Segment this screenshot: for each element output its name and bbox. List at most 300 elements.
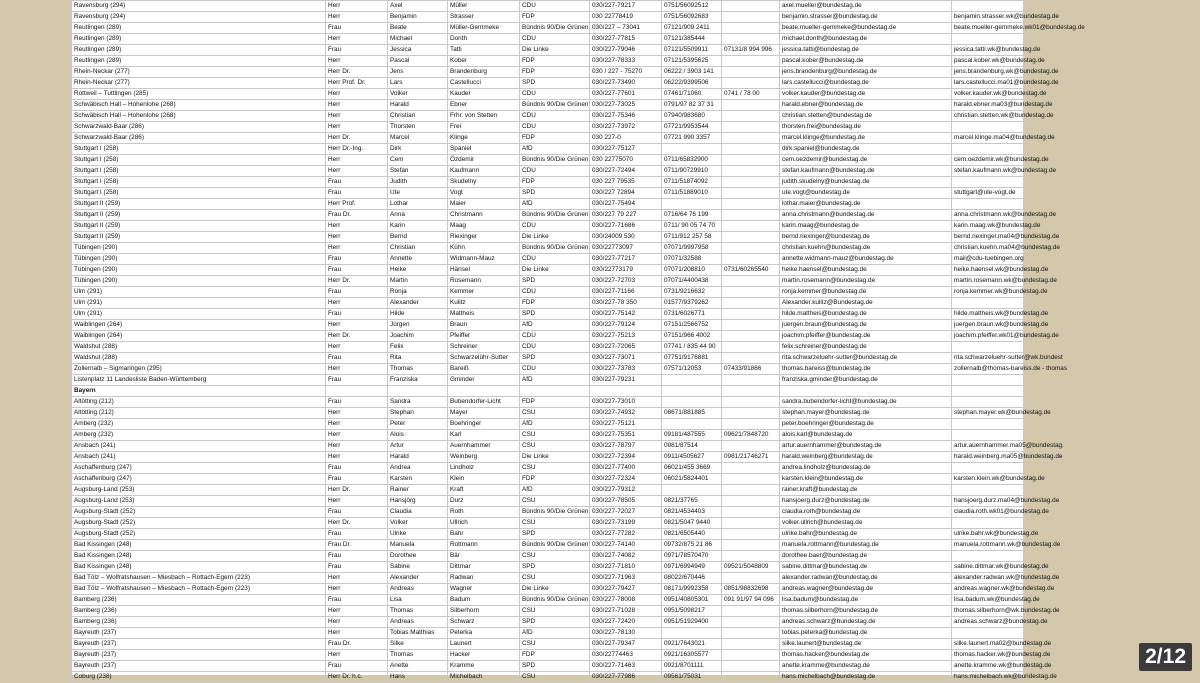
cell-email-wk: pascal.kober.wk@bundestag.de [952, 56, 1024, 67]
cell-last-name: Maier [448, 199, 520, 210]
cell-constituency: Ravensburg (294) [72, 12, 326, 23]
cell-last-name: Schreiner [448, 342, 520, 353]
table-row [72, 122, 1024, 133]
cell-email: sandra.bubendorfer-licht@bundestag.de [780, 397, 952, 408]
cell-email-wk: harald.ebner.ma03@bundestag.de [952, 100, 1024, 111]
cell-phone-alt [722, 23, 780, 34]
cell-party: CSU [520, 463, 590, 474]
cell-last-name [448, 386, 520, 397]
cell-email-wk: mail@cdu-tuebingen.org [952, 254, 1024, 265]
cell-constituency: Bad Kissingen (248) [72, 562, 326, 573]
cell-first-name: Thorsten [388, 122, 448, 133]
cell-phone-berlin: 030/227-77986 [590, 672, 662, 683]
cell-phone-alt: 0731/60265540 [722, 265, 780, 276]
cell-phone-berlin: 030/227-78008 [590, 595, 662, 606]
table-row [72, 419, 1024, 430]
cell-email: dorothee.baer@bundestag.de [780, 551, 952, 562]
cell-phone-berlin: 030/227-78505 [590, 496, 662, 507]
cell-party: CDU [520, 111, 590, 122]
cell-constituency: Schwarzwald-Baar (286) [72, 122, 326, 133]
cell-first-name: Jürgen [388, 320, 448, 331]
cell-first-name: Hansjörg [388, 496, 448, 507]
cell-last-name: Maag [448, 221, 520, 232]
cell-email-wk: hans.michelbach.wk@bundestag.de [952, 672, 1024, 683]
cell-phone-local: 0951/40805301 [662, 595, 722, 606]
cell-email-wk: karin.maag.wk@bundestag.de [952, 221, 1024, 232]
cell-email-wk: lars.castellucci.ma01@bundestag.de [952, 78, 1024, 89]
cell-phone-local: 0791/97 82 37 31 [662, 100, 722, 111]
cell-party: CSU [520, 551, 590, 562]
cell-first-name: Beate [388, 23, 448, 34]
cell-phone-berlin: 030/227 – 73041 [590, 23, 662, 34]
cell-salutation: Herr [326, 430, 388, 441]
cell-first-name: Volker [388, 518, 448, 529]
cell-party: CDU [520, 89, 590, 100]
cell-phone-berlin: 030/227-71166 [590, 287, 662, 298]
cell-party: CDU [520, 166, 590, 177]
cell-phone-alt [722, 177, 780, 188]
cell-phone-alt: 09621/7848720 [722, 430, 780, 441]
cell-email-wk: hansjoerg.durz.ma04@bundestag.de [952, 496, 1024, 507]
cell-first-name: Stephan [388, 408, 448, 419]
cell-salutation: Frau [326, 507, 388, 518]
table-row [72, 287, 1024, 298]
cell-first-name: Thomas [388, 364, 448, 375]
cell-email-wk: joachim.pfeiffer.wk01@bundestag.de [952, 331, 1024, 342]
cell-constituency: Rhein-Neckar (277) [72, 67, 326, 78]
cell-phone-berlin: 030/227-73010 [590, 397, 662, 408]
cell-party: CDU [520, 364, 590, 375]
cell-phone-local: 0711/90729910 [662, 166, 722, 177]
cell-phone-local: 0711/912 257 58 [662, 232, 722, 243]
table-row [72, 661, 1024, 672]
cell-first-name: Marcel [388, 133, 448, 144]
cell-phone-berlin: 030/227-75121 [590, 419, 662, 430]
cell-phone-local: 07071/4400438 [662, 276, 722, 287]
table-row [72, 540, 1024, 551]
cell-phone-berlin: 030/227-77815 [590, 34, 662, 45]
cell-phone-alt [722, 386, 780, 397]
cell-constituency: Reutlingen (289) [72, 34, 326, 45]
cell-email: beate.mueller-gemmeke@bundestag.de [780, 23, 952, 34]
cell-last-name: Castellucci [448, 78, 520, 89]
cell-phone-local: 0821/37765 [662, 496, 722, 507]
cell-party: CSU [520, 430, 590, 441]
cell-email: jens.brandenburg@bundestag.de [780, 67, 952, 78]
cell-phone-alt [722, 573, 780, 584]
cell-phone-local: 0821/6505440 [662, 529, 722, 540]
cell-phone-alt: 091 91/97 94 096 [722, 595, 780, 606]
cell-phone-berlin: 030/227-73199 [590, 518, 662, 529]
cell-email-wk: jens.brandenburg.wk@bundestag.de [952, 67, 1024, 78]
cell-phone-berlin: 030/227-73490 [590, 78, 662, 89]
cell-salutation: Herr Dr. [326, 331, 388, 342]
cell-constituency: Zollernalb – Sigmaringen (295) [72, 364, 326, 375]
cell-email: lars.castellucci@bundestag.de [780, 78, 952, 89]
spreadsheet-page [71, 0, 1085, 680]
cell-phone-local: 07071/32588 [662, 254, 722, 265]
cell-email: hilde.mattheis@bundestag.de [780, 309, 952, 320]
cell-email: hans.michelbach@bundestag.de [780, 672, 952, 683]
cell-phone-local: 0821/5047 9440 [662, 518, 722, 529]
cell-salutation: Herr [326, 452, 388, 463]
cell-phone-alt [722, 540, 780, 551]
table-row [72, 342, 1024, 353]
cell-party: SPD [520, 188, 590, 199]
cell-phone-berlin: 030/227-78333 [590, 56, 662, 67]
cell-email-wk [952, 342, 1024, 353]
cell-phone-alt [722, 199, 780, 210]
cell-salutation: Frau Dr. [326, 540, 388, 551]
cell-email-wk [952, 375, 1024, 386]
cell-phone-local: 06021/455 3669 [662, 463, 722, 474]
cell-salutation: Herr Prof. Dr. [326, 78, 388, 89]
cell-email-wk: heike.haensel.wk@bundestag.de [952, 265, 1024, 276]
cell-salutation: Herr [326, 584, 388, 595]
cell-salutation: Herr Dr. h.c. [326, 672, 388, 683]
cell-last-name: Bär [448, 551, 520, 562]
cell-phone-berlin: 030/227-74932 [590, 408, 662, 419]
cell-party: AfD [520, 320, 590, 331]
table-row [72, 562, 1024, 573]
cell-salutation: Herr [326, 342, 388, 353]
cell-last-name: Launert [448, 639, 520, 650]
cell-first-name: Axel [388, 1, 448, 12]
cell-phone-local: 0711/ 90 05 74 70 [662, 221, 722, 232]
cell-constituency: Schwäbisch Hall – Hohenlohe (268) [72, 111, 326, 122]
cell-last-name: Braun [448, 320, 520, 331]
cell-phone-berlin: 030/227-75142 [590, 309, 662, 320]
cell-first-name: Rainer [388, 485, 448, 496]
cell-phone-local: 06021/5824401 [662, 474, 722, 485]
cell-phone-local [662, 144, 722, 155]
cell-salutation: Herr [326, 617, 388, 628]
cell-phone-alt [722, 144, 780, 155]
cell-phone-alt: 07433/91866 [722, 364, 780, 375]
cell-email-wk: hilde.mattheis.wk@bundestag.de [952, 309, 1024, 320]
cell-first-name: Alexander [388, 298, 448, 309]
cell-constituency: Ulm (291) [72, 298, 326, 309]
cell-phone-alt [722, 463, 780, 474]
cell-phone-local [662, 419, 722, 430]
cell-last-name: Radwan [448, 573, 520, 584]
cell-party: CSU [520, 496, 590, 507]
cell-constituency: Waldshut (288) [72, 342, 326, 353]
cell-salutation: Herr [326, 573, 388, 584]
cell-email: sabine.dittmar@bundestag.de [780, 562, 952, 573]
cell-phone-local: 07121/385444 [662, 34, 722, 45]
cell-email-wk [952, 518, 1024, 529]
cell-last-name: Ebner [448, 100, 520, 111]
cell-phone-local: 0911/4505627 [662, 452, 722, 463]
cell-constituency: Bayreuth (237) [72, 628, 326, 639]
cell-party: FDP [520, 650, 590, 661]
cell-constituency: Aschaffenburg (247) [72, 463, 326, 474]
cell-salutation: Herr [326, 441, 388, 452]
cell-email-wk: stefan.kaufmann.wk@bundestag.de [952, 166, 1024, 177]
cell-email-wk: rita.schwarzeluehr-sutter@wk.bundest [952, 353, 1024, 364]
table-row [72, 353, 1024, 364]
cell-last-name: Durz [448, 496, 520, 507]
cell-email: silke.launert@bundestag.de [780, 639, 952, 650]
cell-phone-local: 0821/4534403 [662, 507, 722, 518]
table-row [72, 254, 1024, 265]
cell-phone-local: 09732/875 21 86 [662, 540, 722, 551]
table-row [72, 89, 1024, 100]
cell-email-wk: thomas.silberhorn@wk.bundestag.de [952, 606, 1024, 617]
table-row [72, 23, 1024, 34]
cell-salutation: Frau [326, 375, 388, 386]
cell-first-name: Andreas [388, 584, 448, 595]
cell-last-name: Kramme [448, 661, 520, 672]
cell-phone-alt [722, 309, 780, 320]
cell-email-wk: marcel.klinge.ma04@bundestag.de [952, 133, 1024, 144]
cell-salutation: Herr [326, 122, 388, 133]
table-row [72, 617, 1024, 628]
cell-last-name: Auernhammer [448, 441, 520, 452]
cell-last-name: Schwarzelühr-Sutter [448, 353, 520, 364]
cell-email: pascal.kober@bundestag.de [780, 56, 952, 67]
cell-phone-berlin: 030/227-75213 [590, 331, 662, 342]
cell-email-wk: benjamin.strasser.wk@bundestag.de [952, 12, 1024, 23]
cell-phone-local: 07121/909 2411 [662, 23, 722, 34]
cell-phone-local: 0951/51929400 [662, 617, 722, 628]
cell-phone-alt [722, 529, 780, 540]
cell-last-name: Hacker [448, 650, 520, 661]
cell-phone-local: 07071/208810 [662, 265, 722, 276]
table-row [72, 331, 1024, 342]
cell-phone-berlin: 030/227-73972 [590, 122, 662, 133]
cell-first-name: Anette [388, 661, 448, 672]
cell-first-name: Rita [388, 353, 448, 364]
cell-constituency: Amberg (232) [72, 419, 326, 430]
cell-phone-local: 07151/2566752 [662, 320, 722, 331]
cell-party: Bündnis 90/Die Grünen [520, 595, 590, 606]
cell-phone-berlin: 030/227-72027 [590, 507, 662, 518]
cell-party: SPD [520, 353, 590, 364]
cell-phone-berlin: 030/227-72420 [590, 617, 662, 628]
cell-party: CDU [520, 122, 590, 133]
cell-salutation: Herr [326, 34, 388, 45]
cell-phone-alt [722, 331, 780, 342]
cell-first-name: Silke [388, 639, 448, 650]
cell-email-wk [952, 122, 1024, 133]
cell-party: SPD [520, 562, 590, 573]
cell-first-name: Lothar [388, 199, 448, 210]
cell-salutation: Herr [326, 111, 388, 122]
cell-constituency: Ansbach (241) [72, 452, 326, 463]
cell-email: rainer.kraft@bundestag.de [780, 485, 952, 496]
contact-table [71, 0, 1085, 683]
cell-salutation: Herr [326, 100, 388, 111]
cell-party: CDU [520, 254, 590, 265]
cell-email: alois.karl@bundestag.de [780, 430, 952, 441]
cell-phone-alt [722, 650, 780, 661]
cell-email: lothar.maier@bundestag.de [780, 199, 952, 210]
cell-email-wk: christian.kuehn.ma04@bundestag.de [952, 243, 1024, 254]
cell-email: cem.oezdemir@bundestag.de [780, 155, 952, 166]
cell-last-name: Klein [448, 474, 520, 485]
cell-party: Bündnis 90/Die Grünen [520, 23, 590, 34]
cell-phone-berlin: 030/227-71028 [590, 606, 662, 617]
cell-party: CDU [520, 287, 590, 298]
cell-first-name: Judith [388, 177, 448, 188]
table-row [72, 496, 1024, 507]
page-indicator: 2/12 [1139, 643, 1192, 671]
cell-phone-alt [722, 298, 780, 309]
cell-party: FDP [520, 12, 590, 23]
cell-party: Bündnis 90/Die Grünen [520, 210, 590, 221]
table-row [72, 243, 1024, 254]
cell-phone-alt [722, 221, 780, 232]
cell-salutation: Herr [326, 419, 388, 430]
cell-email-wk: claudia.roth.wk01@bundestag.de [952, 507, 1024, 518]
cell-phone-berlin: 030/227-73783 [590, 364, 662, 375]
cell-phone-alt: 0981/21746271 [722, 452, 780, 463]
cell-salutation: Herr Dr.-Ing. [326, 144, 388, 155]
cell-first-name: Martin [388, 276, 448, 287]
cell-constituency: Bamberg (236) [72, 606, 326, 617]
cell-last-name: Kober [448, 56, 520, 67]
cell-constituency: Rhein-Neckar (277) [72, 78, 326, 89]
cell-party: CDU [520, 34, 590, 45]
cell-last-name: Dittmar [448, 562, 520, 573]
cell-constituency: Augsburg-Stadt (252) [72, 518, 326, 529]
cell-last-name: Kraft [448, 485, 520, 496]
cell-phone-local: 07461/71060 [662, 89, 722, 100]
cell-email-wk: juergen.braun.wk@bundestag.de [952, 320, 1024, 331]
cell-phone-local: 07071/9997958 [662, 243, 722, 254]
cell-salutation: Herr [326, 232, 388, 243]
cell-phone-berlin: 030/227-78130 [590, 628, 662, 639]
cell-first-name: Dirk [388, 144, 448, 155]
cell-constituency: Augsburg-Stadt (252) [72, 507, 326, 518]
cell-phone-berlin: 030/227-77601 [590, 89, 662, 100]
cell-party: AfD [520, 628, 590, 639]
cell-first-name: Heike [388, 265, 448, 276]
cell-email: ulrike.bahr@bundestag.de [780, 529, 952, 540]
table-row [72, 584, 1024, 595]
cell-constituency: Bayreuth (237) [72, 661, 326, 672]
cell-party: SPD [520, 309, 590, 320]
cell-first-name: Volker [388, 89, 448, 100]
cell-phone-berlin: 030/227-77400 [590, 463, 662, 474]
cell-email-wk: jessica.tatti.wk@bundestag.de [952, 45, 1024, 56]
cell-phone-alt [722, 485, 780, 496]
cell-phone-berlin: 030/227-73025 [590, 100, 662, 111]
cell-first-name: Artur [388, 441, 448, 452]
cell-phone-local: 0921/16305577 [662, 650, 722, 661]
cell-email: dirk.spaniel@bundestag.de [780, 144, 952, 155]
cell-first-name: Sabine [388, 562, 448, 573]
cell-party: AfD [520, 199, 590, 210]
cell-phone-berlin: 030/22773097 [590, 243, 662, 254]
cell-last-name: Brandenburg [448, 67, 520, 78]
cell-last-name: Donth [448, 34, 520, 45]
cell-phone-alt [722, 551, 780, 562]
cell-email: tobias.peterka@bundestag.de [780, 628, 952, 639]
cell-phone-local: 07151/966 4002 [662, 331, 722, 342]
cell-salutation: Herr Dr. [326, 67, 388, 78]
cell-salutation: Herr Dr. [326, 518, 388, 529]
table-row [72, 551, 1024, 562]
cell-email: martin.rosemann@bundestag.de [780, 276, 952, 287]
cell-phone-berlin: 030/22773179 [590, 265, 662, 276]
cell-salutation: Frau [326, 397, 388, 408]
cell-phone-alt [722, 166, 780, 177]
cell-salutation: Herr [326, 166, 388, 177]
cell-last-name: Müller [448, 1, 520, 12]
table-row [72, 397, 1024, 408]
cell-phone-local: 09561/75031 [662, 672, 722, 683]
cell-phone-local: 07751/9176881 [662, 353, 722, 364]
cell-phone-alt [722, 254, 780, 265]
cell-party: FDP [520, 474, 590, 485]
cell-party: Die Linke [520, 45, 590, 56]
cell-phone-alt [722, 342, 780, 353]
cell-phone-alt [722, 628, 780, 639]
cell-salutation: Herr [326, 364, 388, 375]
cell-party: Die Linke [520, 232, 590, 243]
cell-email: felix.schreiner@bundestag.de [780, 342, 952, 353]
cell-salutation: Herr Prof. [326, 199, 388, 210]
table-row [72, 672, 1024, 683]
cell-phone-alt [722, 287, 780, 298]
cell-email: andrea.lindholz@bundestag.de [780, 463, 952, 474]
cell-first-name: Hans [388, 672, 448, 683]
cell-phone-berlin: 030/227-72494 [590, 166, 662, 177]
cell-email-wk [952, 463, 1024, 474]
cell-last-name: Wagner [448, 584, 520, 595]
cell-phone-berlin: 030 22778419 [590, 12, 662, 23]
cell-party: CSU [520, 573, 590, 584]
cell-email: andreas.wagner@bundestag.de [780, 584, 952, 595]
cell-first-name: Jessica [388, 45, 448, 56]
cell-first-name: Harald [388, 452, 448, 463]
cell-last-name: Weinberg [448, 452, 520, 463]
cell-first-name: Tobias Matthias [388, 628, 448, 639]
table-row [72, 529, 1024, 540]
cell-salutation: Herr [326, 628, 388, 639]
cell-last-name: Boehringer [448, 419, 520, 430]
cell-phone-berlin: 030/24009 530 [590, 232, 662, 243]
cell-phone-alt [722, 210, 780, 221]
cell-last-name: Karl [448, 430, 520, 441]
table-row [72, 298, 1024, 309]
cell-phone-alt: 0851/98832698 [722, 584, 780, 595]
cell-email-wk: zollernalb@thomas-bareiss.de - thomas [952, 364, 1024, 375]
cell-salutation: Frau [326, 45, 388, 56]
cell-constituency: Reutlingen (289) [72, 56, 326, 67]
cell-email-wk: stephan.mayer.wk@bundestag.de [952, 408, 1024, 419]
cell-salutation: Herr [326, 408, 388, 419]
cell-phone-alt [722, 408, 780, 419]
cell-first-name: Ute [388, 188, 448, 199]
table-row [72, 100, 1024, 111]
cell-constituency: Amberg (232) [72, 430, 326, 441]
cell-last-name: Roth [448, 507, 520, 518]
cell-last-name: Strasser [448, 12, 520, 23]
cell-phone-alt [722, 606, 780, 617]
cell-phone-alt [722, 518, 780, 529]
cell-party: CSU [520, 672, 590, 683]
cell-email-wk [952, 386, 1024, 397]
cell-last-name: Bareiß [448, 364, 520, 375]
cell-party: CDU [520, 1, 590, 12]
cell-phone-local: 07121/5509911 [662, 45, 722, 56]
cell-constituency: Reutlingen (289) [72, 45, 326, 56]
cell-phone-berlin: 030/227-75494 [590, 199, 662, 210]
